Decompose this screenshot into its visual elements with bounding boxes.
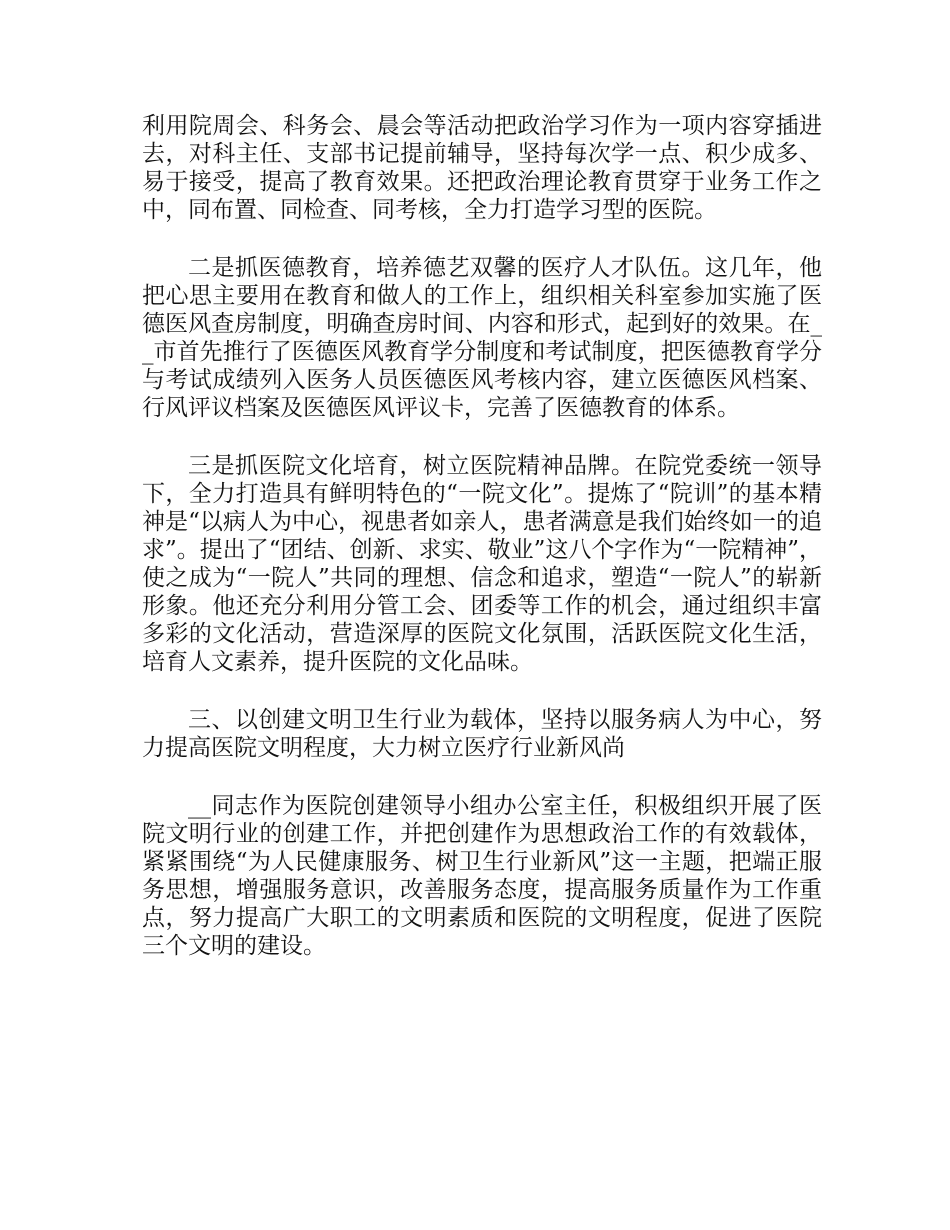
document-page <box>142 112 822 990</box>
paragraph-medical-ethics: 二是抓医德教育，培养德艺双馨的医疗人才队伍。这几年，他把心思主要用在教育和做人的工作上，组织相关科室参加实施了医德医风查房制度，明确查房时间、内容和形式，起到好的效果。在__市首先推行了医德医风教育学分制度和考试制度，把医德教育学分与考试成绩列入医务人员医德医风考核内容，建立医德医风档案、行风评议档案及医德医风评议卡，完善了医德教育的体系。 <box>142 255 822 421</box>
section-heading-civilized-industry: 三、以创建文明卫生行业为载体，坚持以服务病人为中心，努力提高医院文明程度，大力树立医疗行业新风尚 <box>142 707 822 761</box>
paragraph-political-study: 利用院周会、科务会、晨会等活动把政治学习作为一项内容穿插进去，对科主任、支部书记提前辅导，坚持每次学一点、积少成多、易于接受，提高了教育效果。还把政治理论教育贯穿于业务工作之中，同布置、同检查、同考核，全力打造学习型的医院。 <box>142 113 822 223</box>
paragraph-civilized-construction: __同志作为医院创建领导小组办公室主任，积极组织开展了医院文明行业的创建工作，并把创建作为思想政治工作的有效载体，紧紧围绕“为人民健康服务、树卫生行业新风”这一主题，把端正服务思想，增强服务意识，改善服务态度，提高服务质量作为工作重点，努力提高广大职工的文明素质和医院的文明程度，促进了医院三个文明的建设。 <box>142 793 822 959</box>
paragraph-hospital-culture: 三是抓医院文化培育，树立医院精神品牌。在院党委统一领导下，全力打造具有鲜明特色的“一院文化”。提炼了“院训”的基本精神是“以病人为中心，视患者如亲人，患者满意是我们始终如一的追求”。提出了“团结、创新、求实、敬业”这八个字作为“一院精神”，使之成为“一院人”共同的理想、信念和追求，塑造“一院人”的崭新形象。他还充分利用分管工会、团委等工作的机会，通过组织丰富多彩的文化活动，营造深厚的医院文化氛围，活跃医院文化生活，培育人文素养，提升医院的文化品味。 <box>142 453 822 675</box>
